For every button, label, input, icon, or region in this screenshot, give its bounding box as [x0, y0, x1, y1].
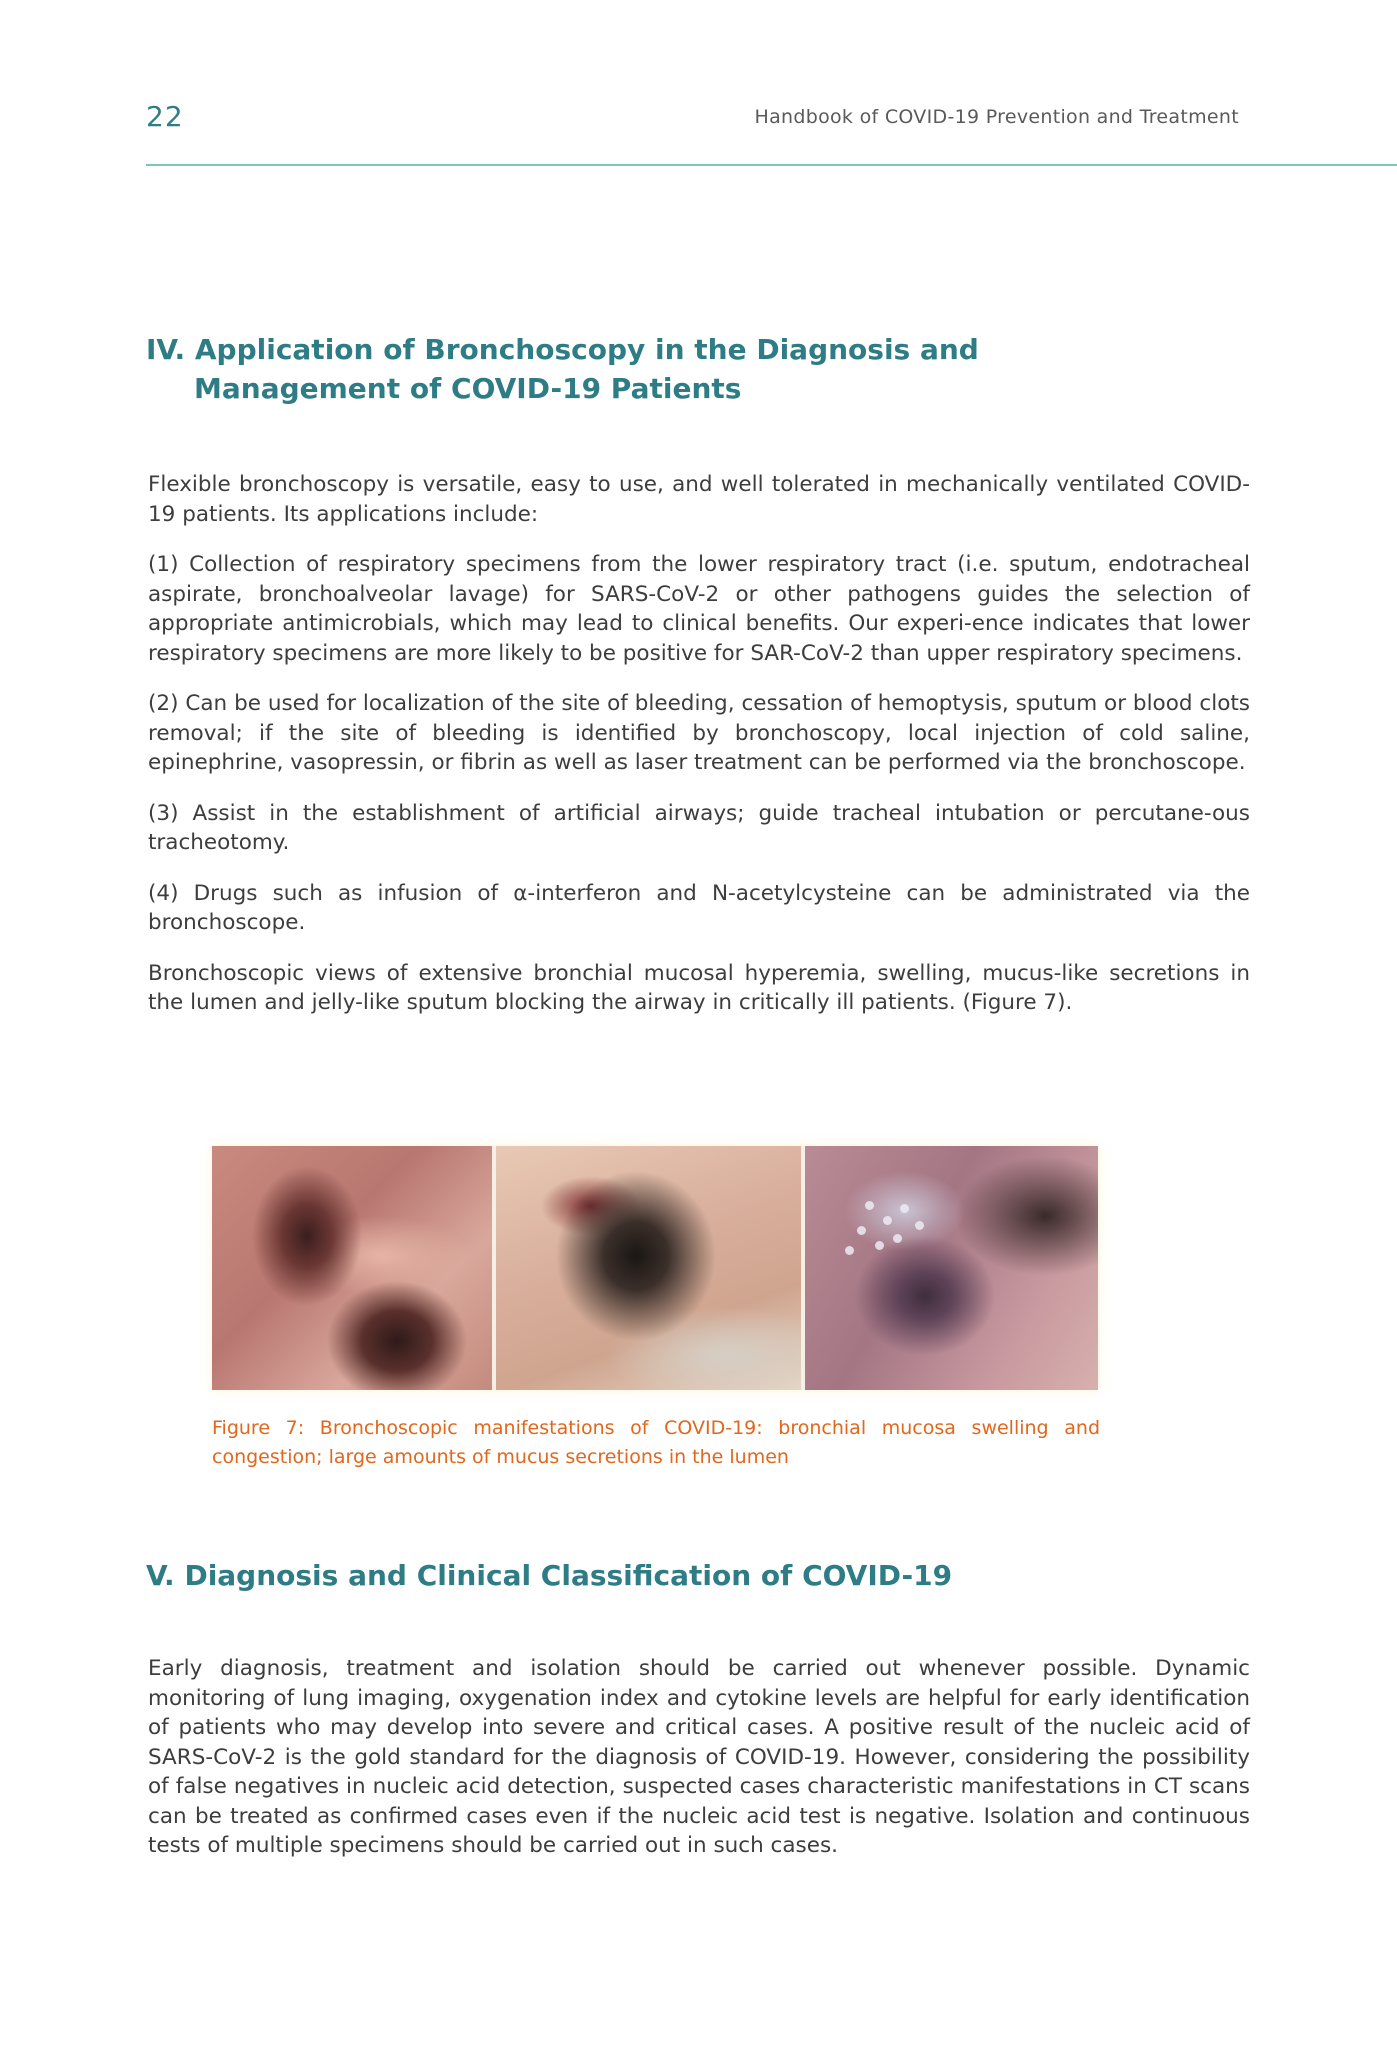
mucus-speck — [875, 1241, 884, 1250]
paragraph-item-3: (3) Assist in the establishment of artificial airways; guide tracheal intubation or percutane-ous tracheotomy. — [148, 800, 1250, 855]
mucus-speck — [893, 1234, 902, 1243]
paragraph-item-2: (2) Can be used for localization of the site of bleeding, cessation of hemoptysis, sputum or blood clots removal; if the site of bleeding is identified by bronchoscopy, local injection of cold saline, epinephrine, vasopressin, or fibrin as well as laser treatment can be performed via the bronchoscope. — [148, 691, 1250, 775]
paragraph-figure-reference: Bronchoscopic views of extensive bronchial mucosal hyperemia, swelling, mucus-like secretions in the lumen and jelly-like sputum blocking the airway in critically ill patients. (Figure 7). — [148, 960, 1250, 1015]
bronchoscopy-image-3 — [805, 1146, 1098, 1390]
figure-7-caption: Figure 7: Bronchoscopic manifestations of COVID-19: bronchial mucosa swelling and congestion; large amounts of mucus secretions in the lumen — [212, 1417, 1100, 1468]
paragraph-diagnosis: Early diagnosis, treatment and isolation should be carried out whenever possible. Dynamic monitoring of lung imaging, oxygenation index and cytokine levels are helpful for early identification of patients who may develop into severe and critical cases. A positive result of the nucleic acid of SARS-CoV-2 is the gold standard for the diagnosis of COVID-19. However, considering the possibility of false negatives in nucleic acid detection, suspected cases characteristic manifestations in CT scans can be treated as confirmed cases even if the nucleic acid test is negative. Isolation and continuous tests of multiple specimens should be carried out in such cases. — [148, 1656, 1250, 1858]
paragraph-intro: Flexible bronchoscopy is versatile, easy to use, and well tolerated in mechanically ventilated COVID-19 patients. Its applications include: — [148, 472, 1250, 527]
section-v-heading — [146, 1556, 952, 1595]
section-v-body — [148, 1654, 1250, 1861]
bronchoscopy-image-1 — [212, 1146, 492, 1390]
mucus-speck — [900, 1204, 909, 1213]
page-number: 22 — [146, 100, 184, 133]
header-divider — [146, 164, 1397, 166]
mucus-speck — [857, 1226, 866, 1235]
mucus-speck — [845, 1246, 854, 1255]
bronchoscopy-image-2 — [496, 1146, 801, 1390]
section-iv-heading-line-2: Management of COVID-19 Patients — [194, 372, 742, 405]
figure-7-bronchoscopy-images — [212, 1146, 1098, 1390]
section-iv-heading-line-1: IV. Application of Bronchoscopy in the Diagnosis and — [146, 333, 979, 366]
paragraph-item-1: (1) Collection of respiratory specimens from the lower respiratory tract (i.e. sputum, endotracheal aspirate, bronchoalveolar lavage) for SARS-CoV-2 or other pathogens guides the selection of appropriate antimicrobials, which may lead to clinical benefits. Our experi-ence indicates that lower respiratory specimens are more likely to be positive for SAR-CoV-2 than upper respiratory specimens. — [148, 552, 1250, 666]
mucus-speck — [915, 1221, 924, 1230]
section-iv-heading — [146, 330, 979, 408]
running-head: Handbook of COVID-19 Prevention and Treatment — [754, 106, 1239, 128]
section-v-heading-text: V. Diagnosis and Clinical Classification of COVID-19 — [146, 1559, 953, 1592]
section-iv-body — [148, 470, 1250, 1018]
mucus-speck — [883, 1216, 892, 1225]
mucus-speck — [865, 1201, 874, 1210]
paragraph-item-4: (4) Drugs such as infusion of α-interferon and N-acetylcysteine can be administrated via the bronchoscope. — [148, 880, 1250, 935]
